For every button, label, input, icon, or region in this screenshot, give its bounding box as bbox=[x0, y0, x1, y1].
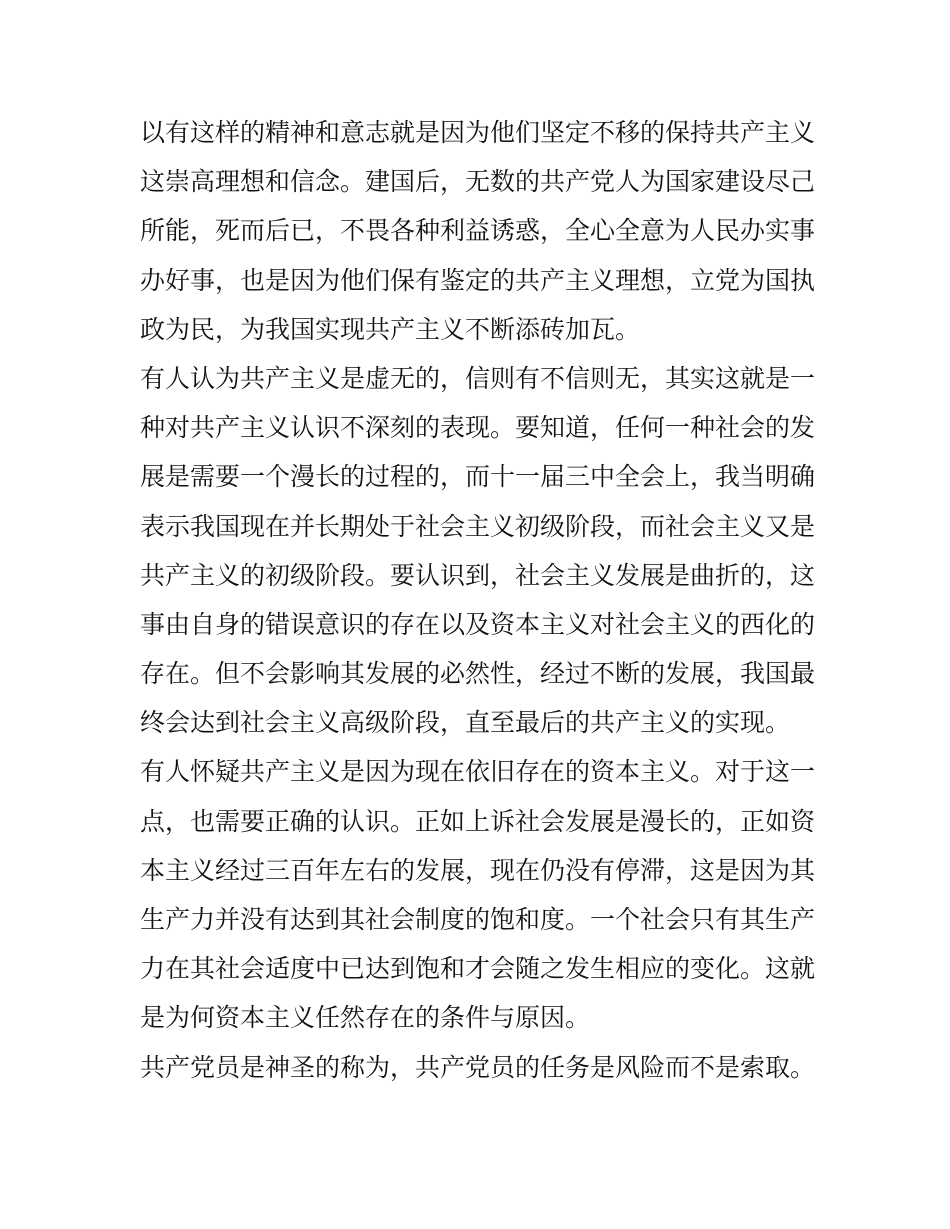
text-line: 政为民，为我国实现共产主义不断添砖加瓦。 bbox=[140, 314, 641, 344]
text-line: 有人认为共产主义是虚无的，信则有不信则无，其实这就是一 bbox=[140, 363, 816, 393]
text-line: 生产力并没有达到其社会制度的饱和度。一个社会只有其生产 bbox=[140, 905, 816, 934]
text-line: 所能，死而后已，不畏各种利益诱惑，全心全意为人民办实事 bbox=[140, 216, 816, 246]
text-line: 有人怀疑共产主义是因为现在依旧存在的资本主义。对于这一 bbox=[140, 757, 816, 787]
text-line: 力在其社会适度中已达到饱和才会随之发生相应的变化。这就 bbox=[140, 954, 816, 984]
text-line: 这崇高理想和信念。建国后，无数的共产党人为国家建设尽己 bbox=[140, 167, 816, 197]
paragraph-1 bbox=[140, 108, 815, 354]
text-line: 共产党员是神圣的称为，共产党员的任务是风险而不是索取。 bbox=[140, 1052, 816, 1082]
paragraph-3 bbox=[140, 747, 815, 1042]
text-line: 以有这样的精神和意志就是因为他们坚定不移的保持共产主义 bbox=[140, 118, 816, 147]
text-line: 本主义经过三百年左右的发展，现在仍没有停滞，这是因为其 bbox=[140, 855, 816, 885]
text-line: 事由自身的错误意识的存在以及资本主义对社会主义的西化的 bbox=[140, 609, 816, 639]
text-line: 共产主义的初级阶段。要认识到，社会主义发展是曲折的，这 bbox=[140, 560, 816, 590]
text-line: 种对共产主义认识不深刻的表现。要知道，任何一种社会的发 bbox=[140, 413, 816, 443]
paragraph-2 bbox=[140, 354, 815, 748]
text-line: 点，也需要正确的认识。正如上诉社会发展是漫长的，正如资 bbox=[140, 806, 816, 836]
text-line: 办好事，也是因为他们保有鉴定的共产主义理想，立党为国执 bbox=[140, 265, 816, 295]
text-line: 展是需要一个漫长的过程的，而十一届三中全会上，我当明确 bbox=[140, 462, 816, 492]
paragraph-4 bbox=[140, 1043, 815, 1092]
text-line: 终会达到社会主义高级阶段，直至最后的共产主义的实现。 bbox=[140, 708, 791, 738]
text-line: 表示我国现在并长期处于社会主义初级阶段，而社会主义又是 bbox=[140, 511, 816, 541]
document-body bbox=[140, 108, 815, 1092]
text-line: 存在。但不会影响其发展的必然性，经过不断的发展，我国最 bbox=[140, 659, 816, 689]
text-line: 是为何资本主义任然存在的条件与原因。 bbox=[140, 1003, 591, 1033]
